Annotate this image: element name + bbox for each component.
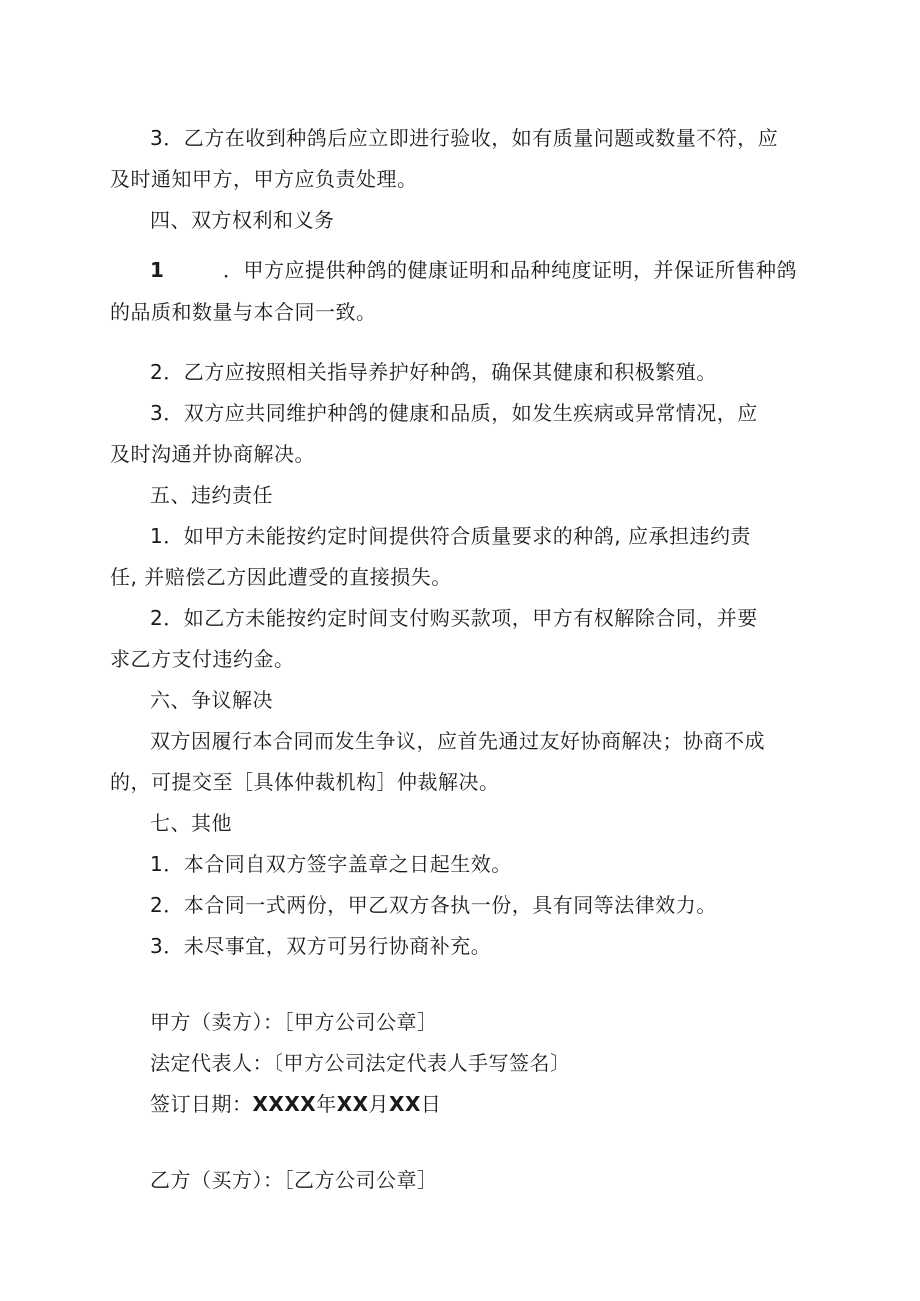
sign-date-day-unit: 日	[420, 1092, 442, 1116]
section-7-clause-3: 3．未尽事宜，双方可另行协商补充。	[150, 934, 492, 958]
clause-text: ．甲方应提供种鸽的健康证明和品种纯度证明，并保证所售种鸽	[223, 258, 797, 282]
section-4-clause-1-line-2: 的品质和数量与本合同一致。	[110, 300, 377, 324]
section-5-heading: 五、违约责任	[150, 483, 273, 507]
clause-number: 1	[150, 258, 165, 282]
section-6-heading: 六、争议解决	[150, 688, 273, 712]
party-b-seal-placeholder: ［乙方公司公章］	[283, 1168, 438, 1192]
section-4-clause-3-line-1: 3．双方应共同维护种鸽的健康和品质，如发生疾病或异常情况，应	[150, 401, 758, 425]
sign-date-month: XX	[336, 1092, 369, 1116]
section-7-clause-2: 2．本合同一式两份，甲乙双方各执一份，具有同等法律效力。	[150, 893, 717, 917]
party-a-label: 甲方（卖方）：	[150, 1010, 284, 1034]
legal-rep-signature-placeholder: 〔甲方公司法定代表人手写签名〕	[273, 1051, 571, 1075]
sign-date-year: XXXX	[252, 1092, 317, 1116]
sign-date-line	[150, 1090, 441, 1118]
section-6-text-line-2: 的，可提交至［具体仲裁机构］仲裁解决。	[110, 770, 500, 794]
section-5-clause-2-line-2: 求乙方支付违约金。	[110, 647, 295, 671]
party-a-seal-placeholder: ［甲方公司公章］	[283, 1010, 438, 1034]
sign-date-label: 签订日期：	[150, 1092, 253, 1116]
section-4-clause-2: 2．乙方应按照相关指导养护好种鸽，确保其健康和积极繁殖。	[150, 360, 717, 384]
section-6-text-line-1: 双方因履行本合同而发生争议，应首先通过友好协商解决；协商不成	[150, 729, 765, 753]
sign-date-year-unit: 年	[316, 1092, 337, 1116]
clause-3-line-2: 及时通知甲方，甲方应负责处理。	[110, 167, 418, 191]
section-7-clause-1: 1．本合同自双方签字盖章之日起生效。	[150, 852, 512, 876]
legal-rep-line	[150, 1049, 571, 1077]
party-b-label: 乙方（买方）：	[150, 1168, 284, 1192]
section-4-heading: 四、双方权利和义务	[150, 208, 335, 232]
sign-date-day: XX	[389, 1092, 421, 1116]
party-a-line	[150, 1008, 438, 1036]
section-4-clause-1-line-1	[150, 256, 797, 284]
legal-rep-label: 法定代表人：	[150, 1051, 273, 1075]
sign-date-month-unit: 月	[368, 1092, 390, 1116]
section-4-clause-3-line-2: 及时沟通并协商解决。	[110, 442, 315, 466]
section-5-clause-1-line-2: 任, 并赔偿乙方因此遭受的直接损失。	[110, 565, 452, 589]
clause-3-line-1: 3．乙方在收到种鸽后应立即进行验收，如有质量问题或数量不符，应	[150, 126, 779, 150]
section-5-clause-1-line-1: 1．如甲方未能按约定时间提供符合质量要求的种鸽, 应承担违约责	[150, 524, 751, 548]
section-5-clause-2-line-1: 2．如乙方未能按约定时间支付购买款项，甲方有权解除合同，并要	[150, 606, 758, 630]
section-7-heading: 七、其他	[150, 811, 232, 835]
party-b-line	[150, 1166, 438, 1194]
